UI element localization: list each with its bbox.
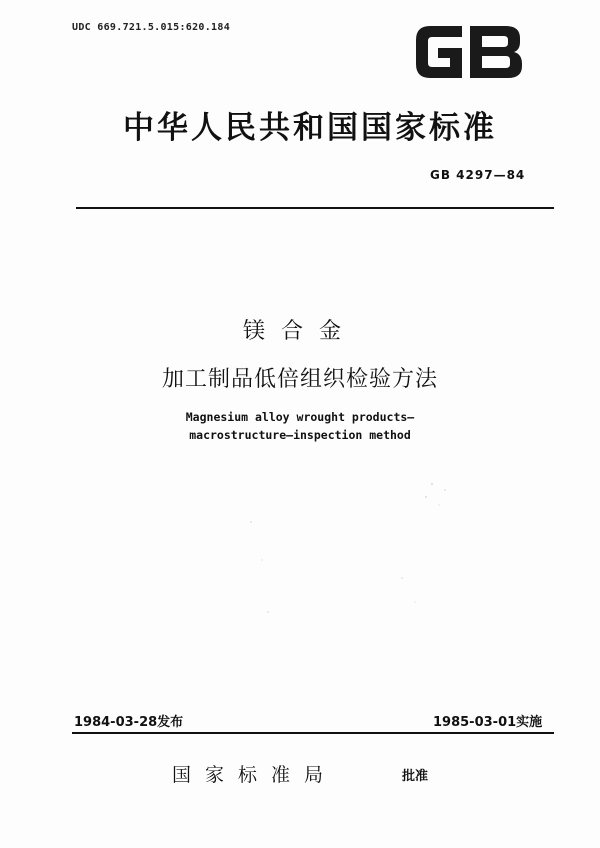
approval-label: 批准 — [402, 769, 429, 784]
header-divider — [76, 207, 554, 209]
title-cn-line2: 加工制品低倍组织检验方法 — [161, 367, 438, 392]
footer-divider — [72, 732, 554, 734]
effective-date: 1985-03-01实施 — [433, 715, 543, 730]
standard-number: GB 4297—84 — [430, 168, 526, 182]
organization-title: 中华人民共和国国家标准 — [123, 110, 497, 146]
issue-date: 1984-03-28发布 — [74, 715, 184, 730]
approving-authority: 国家标准局 — [172, 764, 338, 786]
title-en-line2: macrostructure—inspection method — [189, 428, 411, 442]
gb-logo — [410, 18, 526, 86]
udc-code: UDC 669.721.5.015:620.184 — [72, 22, 231, 33]
title-en-line1: Magnesium alloy wrought products— — [185, 410, 415, 424]
title-cn-line1: 镁合金 — [242, 319, 357, 344]
